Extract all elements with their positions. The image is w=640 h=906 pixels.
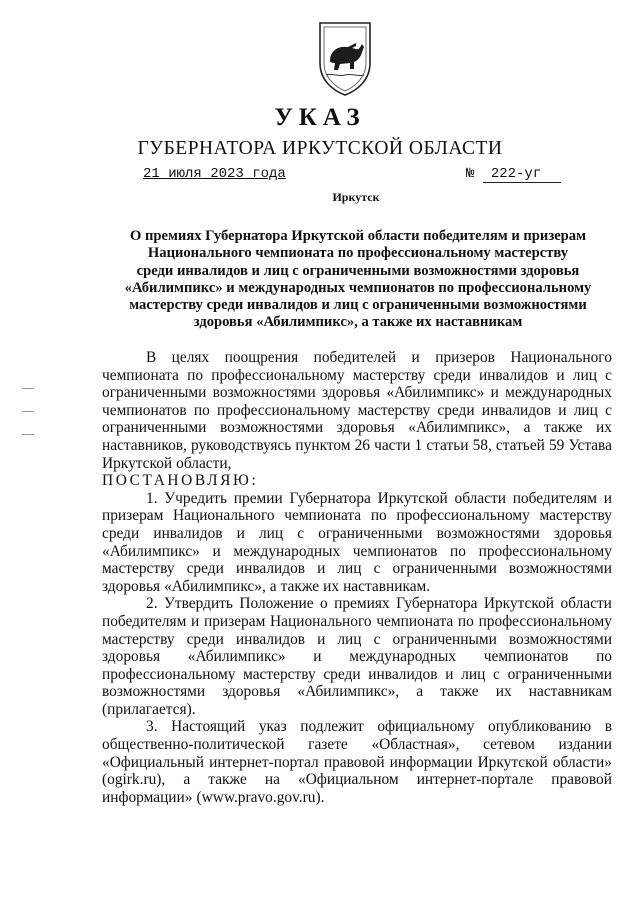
scan-margin-marks [22,388,42,478]
body-line: среди инвалидов и лиц с ограниченными возможностями здоровья [102,524,612,542]
title-line: среди инвалидов и лиц с ограниченными возможностями здоровья [136,262,580,279]
body-line: призерам Национального чемпионата по профессиональному мастерству [102,507,612,525]
body-line: наставников, руководствуясь пунктом 26 части 1 статьи 58, статьей 59 Устава [102,436,612,454]
title-line: мастерству среди инвалидов и лиц с ограниченными возможностями [129,297,587,314]
body-line: (прилагается). [102,700,196,718]
title-line: О премиях Губернатора Иркутской области победителям и призерам [129,228,587,244]
body-line: Иркутской области, [102,454,232,472]
title-line: здоровья «Абилимпикс», а также их наставникам [193,314,523,331]
document-type: УКАЗ [274,104,366,131]
coat-of-arms-icon [316,17,374,97]
document-body [102,349,612,806]
body-line: 2. Утвердить Положение о премиях Губернатора Иркутской области [146,595,612,613]
body-line: В целях поощрения победителей и призеров Национального [146,349,612,366]
body-line: здоровья «Абилимпикс» и международных чемпионатов по [102,648,612,666]
body-line: 1. Учредить премии Губернатора Иркутской области победителям и [146,489,612,507]
body-line: «Абилимпикс» и международных чемпионатов по профессиональному [102,542,612,560]
body-line: «Официальный интернет-портал правовой информации Иркутской области» [102,753,612,771]
document-date: 21 июля 2023 года [143,166,286,182]
body-line: ограниченными возможностями здоровья «Абилимпикс» и международных [102,384,612,402]
body-line: чемпионатов по профессиональному мастерству среди инвалидов и лиц с [102,401,612,419]
body-line: чемпионата по профессиональному мастерству среди инвалидов и лиц с [102,366,612,384]
body-line: ограниченными возможностями здоровья «Абилимпикс», а также их [102,419,612,437]
title-line: «Абилимпикс» и международных чемпионатов по профессиональному [124,279,592,296]
document-city: Иркутск [332,190,380,204]
body-line: возможностями здоровья «Абилимпикс», а также их наставникам [102,683,612,701]
body-line: здоровья «Абилимпикс», а также их наставникам. [102,577,431,595]
document-number: № 222-уг [466,166,561,183]
body-line: профессиональному мастерству среди инвалидов и лиц с ограниченными [102,665,612,683]
document-title [98,228,618,332]
issuing-authority: ГУБЕРНАТОРА ИРКУТСКОЙ ОБЛАСТИ [137,138,503,159]
body-line: информации» (www.pravo.gov.ru). [102,788,325,806]
decree-keyword: ПОСТАНОВЛЯЮ: [102,472,259,490]
body-line: 3. Настоящий указ подлежит официальному опубликованию в [146,718,612,736]
body-line: победителям и призерам Национального чемпионата по профессиональному [102,612,612,630]
body-line: мастерству среди инвалидов и лиц с ограниченными возможностями [102,630,612,648]
title-line: Национального чемпионата по профессиональному мастерству [147,245,569,262]
body-line: (ogirk.ru), а также на «Официальном интернет-портале правовой [102,771,612,789]
body-line: мастерству среди инвалидов и лиц с ограниченными возможностями [102,560,612,578]
body-line: общественно-политической газете «Областная», сетевом издании [102,736,612,754]
